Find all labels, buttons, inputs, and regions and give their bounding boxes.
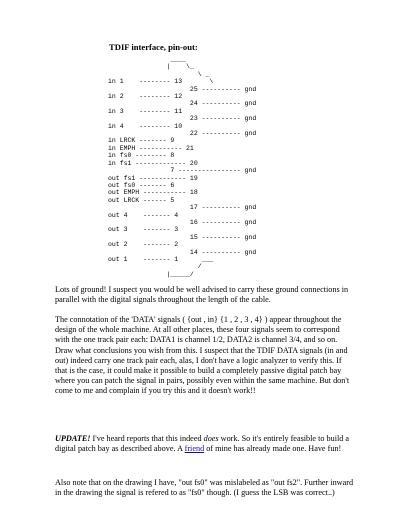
page-title: TDIF interface, pin-out: [109,42,198,52]
diagram-line: 15 ---------- gnd [108,233,257,241]
paragraph-update [55,434,355,454]
diagram-line: 23 ---------- gnd [108,115,257,123]
diagram-line: in 1 -------- 13 \ [108,78,214,86]
diagram-line: in 2 -------- 12 [108,93,183,101]
diagram-line: 7 ---------------- gnd [108,167,257,175]
diagram-line: 22 ---------- gnd [108,130,257,138]
update-label: UPDATE! [55,434,91,443]
diagram-line: | \_ [108,63,194,71]
diagram-line: \ _ [108,70,210,78]
diagram-line: 16 ---------- gnd [108,218,257,226]
diagram-line: |_____/ [108,270,194,278]
diagram-line: in 4 -------- 10 [108,122,183,130]
diagram-line: in fs0 -------- 8 [108,152,175,160]
diagram-line: 17 ---------- gnd [108,204,257,212]
update-text-a: I've heard reports that this indeed [90,434,204,443]
diagram-line: in 3 -------- 11 [108,107,183,115]
diagram-line: out fs1 ------------ 19 [108,174,198,182]
update-text-c: of mine has already made one. Have fun! [204,444,342,454]
friend-link[interactable]: friend [184,444,205,454]
diagram-line: out EMPH ----------- 18 [108,189,198,197]
diagram-line: in EMPH ----------- 21 [108,144,194,152]
paragraph-mislabel-note: Also note that on the drawing I have, "out fs0" was mislabeled as "out fs2". Further inward in the drawing the signal is refered to as "fs0" though. (I guess the LSB was correct..) [55,478,354,498]
paragraph-ground: Lots of ground! I suspect you would be well advised to carry these ground connections in parallel with the digital signals throughout the length of the cable. [55,285,349,305]
diagram-line: out fs0 ------- 6 [108,181,175,189]
diagram-line: / [108,263,202,271]
diagram-line: out 3 ------- 3 [108,226,179,234]
diagram-line: out 1 ------- 1 ___ [108,255,214,263]
diagram-line: 25 ---------- gnd [108,85,257,93]
diagram-line: in LRCK ------- 9 [108,137,175,145]
diagram-line: in fs1 ------------- 20 [108,159,198,167]
diagram-line: out 4 ------- 4 [108,211,179,219]
diagram-line: out LRCK ------ 5 [108,196,175,204]
diagram-line: ____ [108,56,187,63]
paragraph-data-signals: The connotation of the 'DATA' signals ( {out , in} {1 , 2 , 3 , 4} ) appear throughout the design of the whole machine. At all other places, these four signals seem to correspond with the one track pair each: DATA1 is channel 1/2, DATA2 is channel 3/4, and so on. Draw what conclusions you wish from this. I suspect that the TDIF DATA signals (in and out) indeed carry one track pair each, alas, I don't have a logic analyzer to verify this. If that is the case, it could make it possible to build a completely passive digital patch bay where you can patch the signal in pairs, possibly even within the same machine. But don't come to me and complain if you try this and it doesn't work!! [55,315,350,396]
update-emphasis: does [203,434,219,443]
diagram-line: out 2 ------- 2 [108,241,179,249]
diagram-line: 24 ---------- gnd [108,100,257,108]
update-text-b: work. So it's entirely feasible to build a digital patch bay as described above. A [55,434,350,454]
pinout-diagram [108,56,256,278]
diagram-line: 14 ---------- gnd [108,248,257,256]
